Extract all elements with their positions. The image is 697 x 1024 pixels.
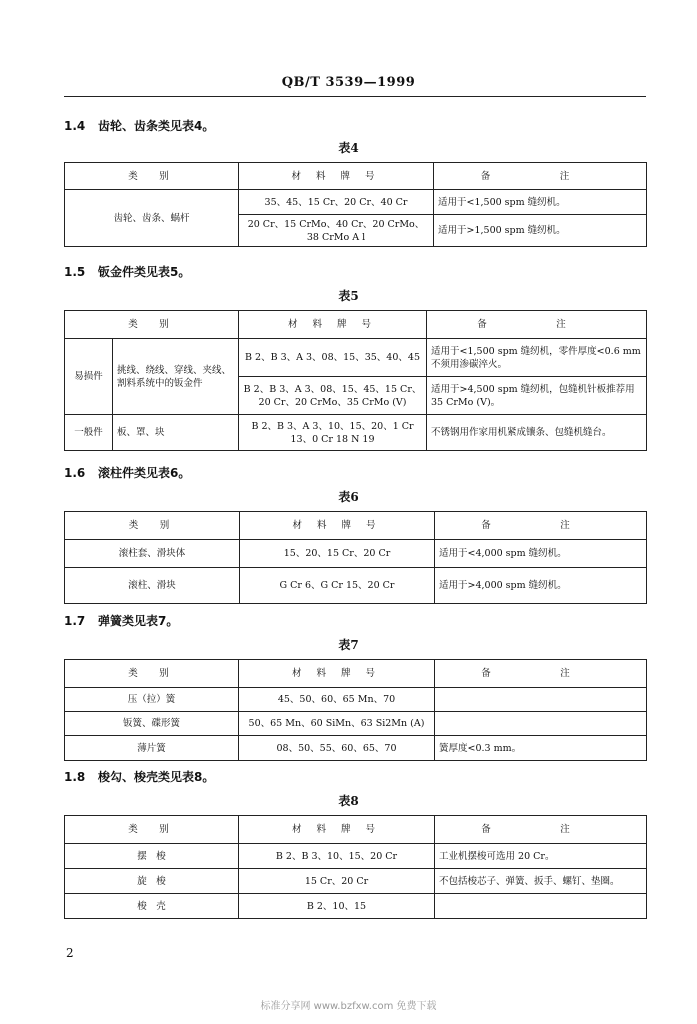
header-material: 材 料 牌 号 [239, 660, 435, 688]
category-cell: 压（拉）簧 [65, 688, 239, 712]
table-row [65, 869, 647, 894]
table-6-caption: 表6 [338, 490, 359, 504]
material-cell: B 2、10、15 [239, 894, 435, 919]
group-cell: 易损件 [65, 339, 113, 415]
header-material: 材 料 牌 号 [240, 512, 435, 540]
footer-watermark: 标准分享网 www.bzfxw.com 免费下载 [260, 1001, 437, 1012]
table-row [65, 339, 647, 377]
table-row [65, 712, 647, 736]
category-cell: 摆 梭 [65, 844, 239, 869]
table-4 [64, 162, 647, 247]
header-note: 备 注 [427, 311, 647, 339]
note-cell: 适用于>4,000 spm 缝纫机。 [435, 568, 647, 604]
table-8 [64, 815, 647, 919]
table-6 [64, 511, 647, 604]
section-text: 梭勾、梭壳类见表8。 [98, 770, 215, 784]
material-cell: B 2、B 3、10、15、20 Cr [239, 844, 435, 869]
section-text: 齿轮、齿条类见表4。 [98, 119, 215, 133]
category-cell: 齿轮、齿条、蜗杆 [65, 190, 239, 247]
header-category: 类 别 [65, 512, 240, 540]
material-cell: B 2、B 3、A 3、10、15、20、1 Cr 13、0 Cr 18 N 19 [239, 415, 427, 451]
header-note: 备 注 [434, 163, 647, 190]
header-rule [64, 96, 646, 97]
group-cell: 一般件 [65, 415, 113, 451]
table-row [65, 736, 647, 761]
category-cell: 滚柱、滑块 [65, 568, 240, 604]
table-row [65, 540, 647, 568]
section-1-7-heading [64, 612, 178, 629]
note-cell: 适用于>1,500 spm 缝纫机。 [434, 215, 647, 247]
table-row [65, 568, 647, 604]
category-cell: 滚柱套、滑块体 [65, 540, 240, 568]
section-text: 滚柱件类见表6。 [98, 466, 191, 480]
category-cell: 钣簧、碟形簧 [65, 712, 239, 736]
material-cell: 08、50、55、60、65、70 [239, 736, 435, 761]
material-cell: 15 Cr、20 Cr [239, 869, 435, 894]
header-note: 备 注 [435, 512, 647, 540]
material-cell: 45、50、60、65 Mn、70 [239, 688, 435, 712]
table-row [65, 190, 647, 215]
table-row [65, 844, 647, 869]
section-number: 1.8 [64, 770, 86, 784]
header-category: 类 别 [65, 816, 239, 844]
note-cell: 适用于<1,500 spm 缝纫机。 [434, 190, 647, 215]
material-cell: G Cr 6、G Cr 15、20 Cr [240, 568, 435, 604]
table-7 [64, 659, 647, 761]
section-number: 1.5 [64, 265, 86, 279]
material-cell: 15、20、15 Cr、20 Cr [240, 540, 435, 568]
table-row [65, 415, 647, 451]
category-cell: 梭 壳 [65, 894, 239, 919]
header-note: 备 注 [435, 816, 647, 844]
header-category: 类 别 [65, 660, 239, 688]
material-cell: B 2、B 3、A 3、08、15、45、15 Cr、20 Cr、20 CrMo、35 CrMo (V) [239, 377, 427, 415]
category-cell: 薄片簧 [65, 736, 239, 761]
note-cell [435, 712, 647, 736]
page-number: 2 [66, 946, 74, 960]
note-cell: 不锈钢用作家用机紧成镶条、包缝机缝台。 [427, 415, 647, 451]
note-cell: 簧厚度<0.3 mm。 [435, 736, 647, 761]
table-5 [64, 310, 647, 451]
standard-code-header: QB/T 3539—1999 [281, 75, 416, 90]
section-number: 1.4 [64, 119, 86, 133]
category-cell: 旋 梭 [65, 869, 239, 894]
category-cell: 板、罩、块 [113, 415, 239, 451]
table-8-caption: 表8 [338, 794, 359, 808]
section-number: 1.6 [64, 466, 86, 480]
note-cell: 适用于<4,000 spm 缝纫机。 [435, 540, 647, 568]
material-cell: 20 Cr、15 CrMo、40 Cr、20 CrMo、38 CrMo A l [239, 215, 434, 247]
section-1-5-heading [64, 263, 190, 280]
note-cell: 不包括梭芯子、弹簧、扳手、螺钉、垫圈。 [435, 869, 647, 894]
category-cell: 挑线、绕线、穿线、夹线、割料系统中的钣金件 [113, 339, 239, 415]
section-text: 弹簧类见表7。 [98, 614, 179, 628]
section-1-6-heading [64, 464, 190, 481]
section-number: 1.7 [64, 614, 86, 628]
note-cell [435, 894, 647, 919]
note-cell [435, 688, 647, 712]
table-row [65, 688, 647, 712]
header-material: 材 料 牌 号 [239, 816, 435, 844]
material-cell: 35、45、15 Cr、20 Cr、40 Cr [239, 190, 434, 215]
header-category: 类 别 [65, 163, 239, 190]
section-1-4-heading [64, 117, 214, 134]
note-cell: 适用于<1,500 spm 缝纫机，零件厚度<0.6 mm 不须用渗碳淬火。 [427, 339, 647, 377]
material-cell: B 2、B 3、A 3、08、15、35、40、45 [239, 339, 427, 377]
table-7-caption: 表7 [338, 638, 359, 652]
header-category: 类 别 [65, 311, 239, 339]
header-material: 材 料 牌 号 [239, 163, 434, 190]
table-4-caption: 表4 [338, 141, 359, 155]
note-cell: 适用于>4,500 spm 缝纫机，包缝机针板推荐用 35 CrMo (V)。 [427, 377, 647, 415]
section-1-8-heading [64, 768, 214, 785]
material-cell: 50、65 Mn、60 SiMn、63 Si2Mn (A) [239, 712, 435, 736]
header-note: 备 注 [435, 660, 647, 688]
table-5-caption: 表5 [338, 289, 359, 303]
header-material: 材 料 牌 号 [239, 311, 427, 339]
table-row [65, 894, 647, 919]
note-cell: 工业机摆梭可选用 20 Cr。 [435, 844, 647, 869]
section-text: 钣金件类见表5。 [98, 265, 191, 279]
